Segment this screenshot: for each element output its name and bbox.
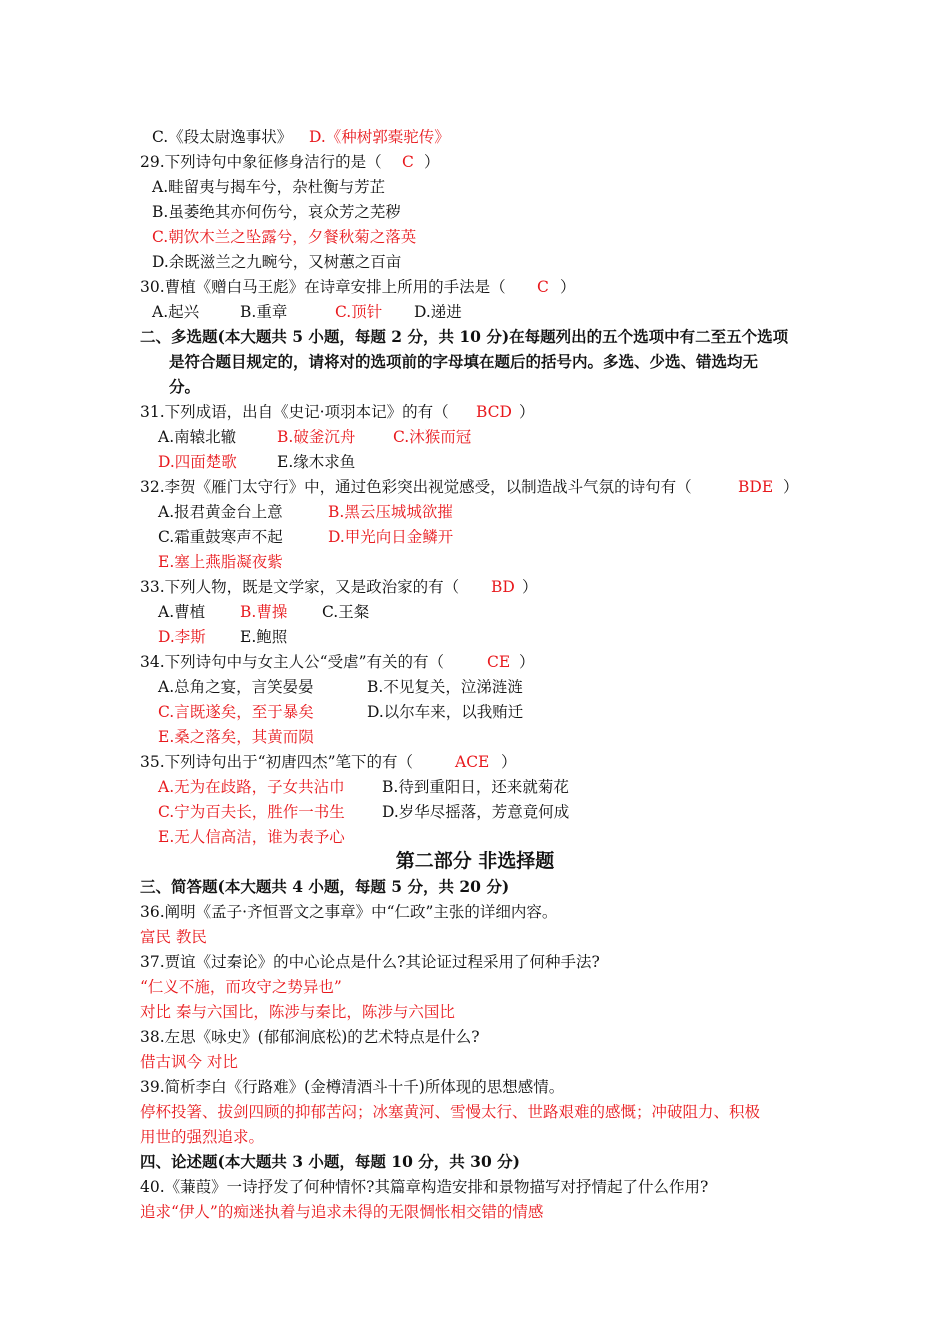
text-line: [0, 352, 950, 372]
text-line: [0, 727, 950, 747]
answer-text: “仁义不施，而攻守之势异也”: [140, 978, 342, 996]
text-line: [0, 477, 950, 497]
question-text: 分。: [169, 377, 201, 396]
text-line: [0, 302, 950, 322]
question-text: A.总角之宴，言笑晏晏: [158, 678, 314, 696]
text-line: [0, 327, 950, 347]
text-line: [0, 602, 950, 622]
question-text: A.报君黄金台上意: [158, 503, 283, 521]
answer-text: 停杯投箸、拔剑四顾的抑郁苦闷；冰塞黄河、雪慢太行、世路艰难的感慨；冲破阻力、积极: [140, 1103, 761, 1121]
text-line: [0, 802, 950, 822]
answer-text: 用世的强烈追求。: [140, 1128, 265, 1146]
text-line: [0, 1052, 950, 1072]
question-text: A.畦留夷与揭车兮，杂杜衡与芳芷: [152, 178, 386, 196]
answer-text: ACE: [455, 753, 490, 771]
text-line: [0, 827, 950, 847]
answer-text: D.《种树郭橐驼传》: [309, 128, 450, 146]
question-text: ）: [519, 403, 535, 421]
question-text: ）: [560, 278, 576, 296]
text-line: [0, 952, 950, 972]
answer-text: E.无人信高洁，谁为表予心: [158, 828, 345, 846]
text-line: [0, 1127, 950, 1147]
text-line: [0, 552, 950, 572]
text-line: [0, 677, 950, 697]
text-line: [0, 1102, 950, 1122]
text-line: [0, 877, 950, 897]
question-text: D.以尔车来，以我贿迁: [367, 703, 524, 721]
question-text: 四、论述题(本大题共 3 小题，每题 10 分，共 30 分): [140, 1152, 520, 1171]
answer-text: C.宁为百夫长，胜作一书生: [158, 803, 345, 821]
text-line: [0, 1152, 950, 1172]
question-text: D.余既滋兰之九畹兮，又树蕙之百亩: [152, 253, 402, 271]
text-line: [0, 1027, 950, 1047]
text-line: [0, 202, 950, 222]
answer-text: C: [537, 278, 549, 296]
answer-text: BDE: [738, 478, 774, 496]
answer-text: 借古讽今 对比: [140, 1053, 238, 1071]
text-line: [0, 252, 950, 272]
question-text: 40.《蒹葭》一诗抒发了何种情怀?其篇章构造安排和景物描写对抒情起了什么作用?: [140, 1178, 709, 1196]
question-text: B.不见复关，泣涕涟涟: [367, 678, 523, 696]
text-line: [0, 1077, 950, 1097]
question-text: 39.简析李白《行路难》(金樽清酒斗十千)所体现的思想感情。: [140, 1078, 565, 1096]
answer-text: BCD: [476, 403, 512, 421]
text-line: [0, 1177, 950, 1197]
text-line: [0, 452, 950, 472]
answer-text: B.曹操: [240, 603, 288, 621]
answer-text: C.言既遂矣，至于暴矣: [158, 703, 314, 721]
text-line: [0, 502, 950, 522]
question-text: 38.左思《咏史》(郁郁涧底松)的艺术特点是什么?: [140, 1028, 480, 1046]
answer-text: C.沐猴而冠: [393, 428, 472, 446]
answer-text: 富民 教民: [140, 928, 207, 946]
text-line: [0, 152, 950, 172]
question-text: 是符合题目规定的，请将对的选项前的字母填在题后的括号内。多选、少选、错选均无: [169, 352, 759, 371]
answer-text: BD: [491, 578, 515, 596]
question-text: 二、多选题(本大题共 5 小题，每题 2 分，共 10 分)在每题列出的五个选项中有二至五个选项: [140, 327, 789, 346]
question-text: B.虽萎绝其亦何伤兮，哀众芳之芜秽: [152, 203, 401, 221]
answer-text: B.黑云压城城欲摧: [328, 503, 453, 521]
question-text: D.岁华尽摇落，芳意竟何成: [382, 803, 570, 821]
text-line: [0, 527, 950, 547]
text-line: [0, 1002, 950, 1022]
question-text: E.鲍照: [240, 628, 288, 646]
question-text: 33.下列人物，既是文学家，又是政治家的有（: [140, 578, 460, 596]
answer-text: C: [402, 153, 414, 171]
question-text: A.起兴: [152, 303, 200, 321]
question-text: ）: [522, 578, 538, 596]
answer-text: 对比 秦与六国比，陈涉与秦比，陈涉与六国比: [140, 1003, 455, 1021]
question-text: ）: [783, 478, 799, 496]
question-text: 37.贾谊《过秦论》的中心论点是什么?其论证过程采用了何种手法?: [140, 953, 600, 971]
text-line: [0, 577, 950, 597]
question-text: C.霜重鼓寒声不起: [158, 528, 283, 546]
question-text: B.重章: [240, 303, 288, 321]
answer-text: A.无为在歧路，子女共沾巾: [158, 778, 345, 796]
text-line: [0, 652, 950, 672]
question-text: E.缘木求鱼: [277, 453, 356, 471]
text-line: [0, 127, 950, 147]
text-line: [0, 752, 950, 772]
question-text: ）: [501, 753, 517, 771]
question-text: 32.李贺《雁门太守行》中，通过色彩突出视觉感受，以制造战斗气氛的诗句有（: [140, 478, 692, 496]
text-line: [0, 227, 950, 247]
question-text: ）: [519, 653, 535, 671]
question-text: 30.曹植《赠白马王彪》在诗章安排上所用的手法是（: [140, 278, 506, 296]
question-text: ）: [424, 153, 440, 171]
text-line: [0, 377, 950, 397]
question-text: 三、简答题(本大题共 4 小题，每题 5 分，共 20 分): [140, 877, 510, 896]
answer-text: C.朝饮木兰之坠露兮，夕餐秋菊之落英: [152, 228, 417, 246]
text-line: [0, 427, 950, 447]
question-text: B.待到重阳日，还来就菊花: [382, 778, 569, 796]
answer-text: E.塞上燕脂凝夜紫: [158, 553, 283, 571]
answer-text: CE: [487, 653, 511, 671]
question-text: 29.下列诗句中象征修身洁行的是（: [140, 153, 382, 171]
text-line: [0, 402, 950, 422]
question-text: 35.下列诗句出于“初唐四杰”笔下的有（: [140, 753, 413, 771]
question-text: 36.阐明《孟子·齐恒晋文之事章》中“仁政”主张的详细内容。: [140, 903, 558, 921]
answer-text: B.破釜沉舟: [277, 428, 356, 446]
question-text: C.《段太尉逸事状》: [152, 128, 293, 146]
answer-text: 追求“伊人”的痴迷执着与追求未得的无限惆怅相交错的情感: [140, 1203, 544, 1221]
answer-text: D.甲光向日金鳞开: [328, 528, 454, 546]
text-line: [0, 902, 950, 922]
text-line: [0, 1202, 950, 1222]
question-text: A.曹植: [158, 603, 206, 621]
text-line: [0, 702, 950, 722]
question-text: 31.下列成语，出自《史记·项羽本记》的有（: [140, 403, 449, 421]
answer-text: D.四面楚歌: [158, 453, 237, 471]
section-title: 第二部分 非选择题: [395, 850, 555, 872]
question-text: C.王粲: [322, 603, 370, 621]
text-line: [0, 627, 950, 647]
answer-text: D.李斯: [158, 628, 206, 646]
text-line: [0, 977, 950, 997]
question-text: A.南辕北辙: [158, 428, 237, 446]
question-text: D.递进: [414, 303, 462, 321]
text-line: [0, 277, 950, 297]
text-line: [0, 177, 950, 197]
question-text: 34.下列诗句中与女主人公“受虐”有关的有（: [140, 653, 444, 671]
answer-text: C.顶针: [335, 303, 383, 321]
text-line: [0, 927, 950, 947]
answer-text: E.桑之落矣，其黄而陨: [158, 728, 314, 746]
text-line: [0, 777, 950, 797]
